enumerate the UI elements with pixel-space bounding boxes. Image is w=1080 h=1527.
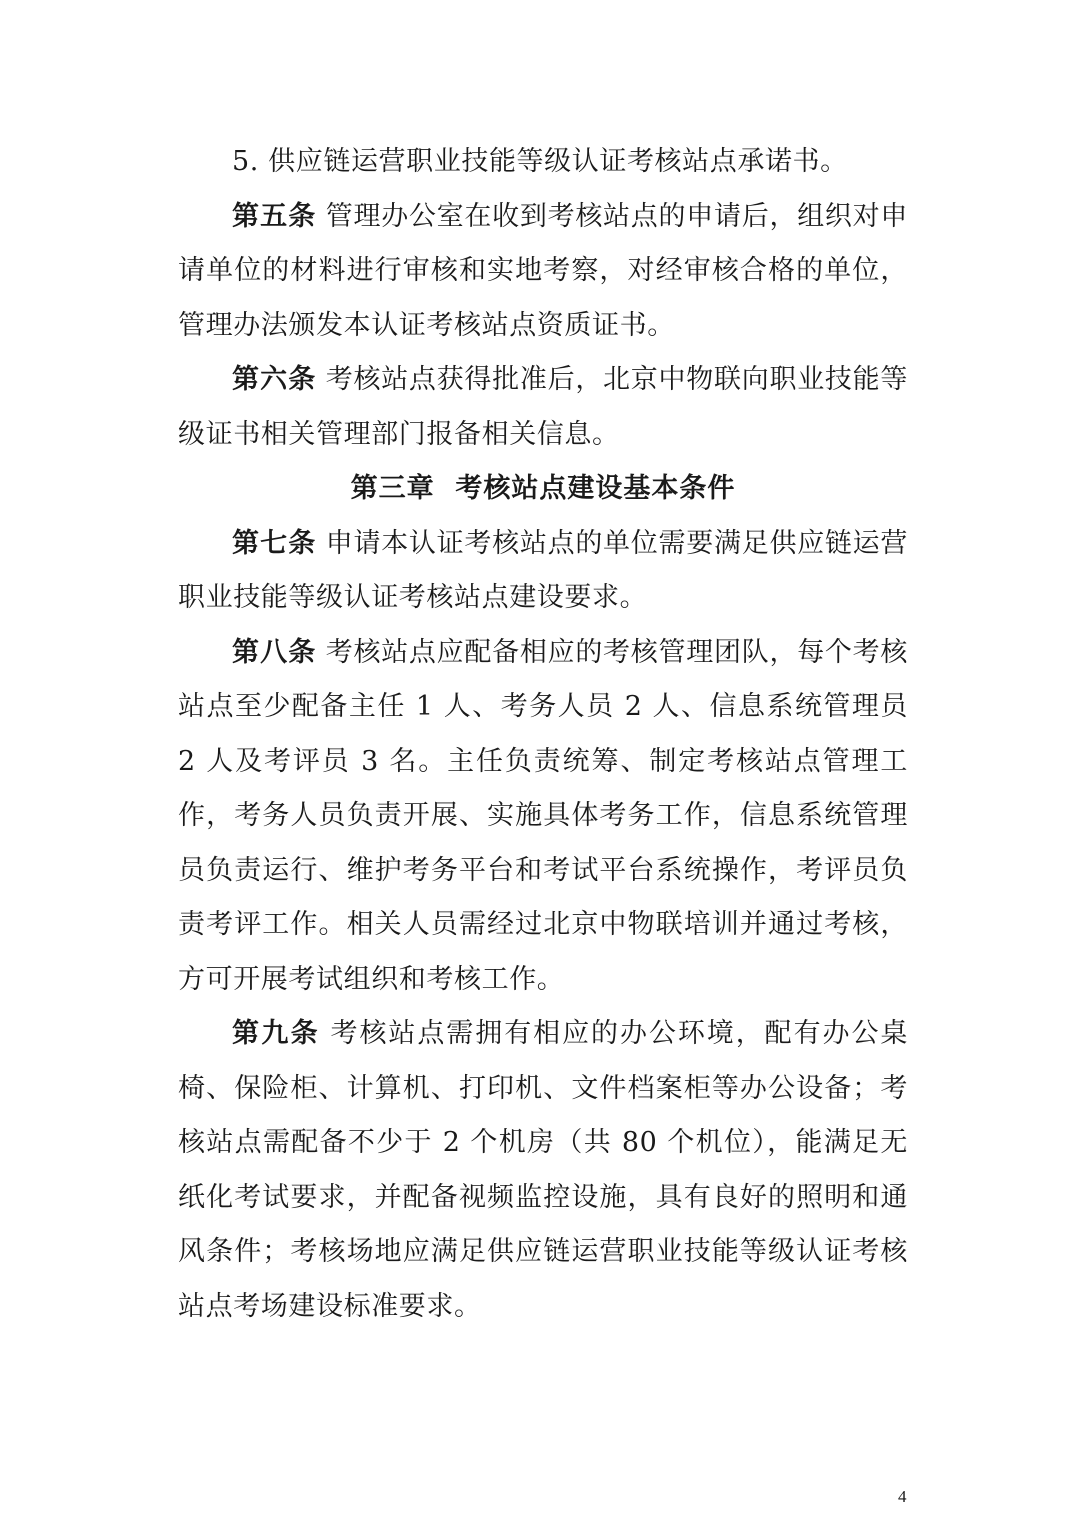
article-5 — [178, 190, 908, 354]
article-8-label: 第八条 — [232, 636, 317, 668]
article-7-text: 申请本认证考核站点的单位需要满足供应链运营职业技能等级认证考核站点建设要求。 — [178, 527, 908, 613]
article-6 — [178, 353, 908, 462]
article-5-label: 第五条 — [232, 200, 317, 232]
list-item-5: 5. 供应链运营职业技能等级认证考核站点承诺书。 — [232, 146, 848, 177]
article-5-text: 管理办公室在收到考核站点的申请后，组织对申请单位的材料进行审核和实地考察，对经审核合格的单位，管理办法颁发本认证考核站点资质证书。 — [178, 200, 908, 341]
article-9-text: 考核站点需拥有相应的办公环境，配有办公桌椅、保险柜、计算机、打印机、文件档案柜等办公设备；考核站点需配备不少于 2 个机房（共 80 个机位），能满足无纸化考试要求，并配备视频监控设施，具有良好的照明和通风条件；考核场地应满足供应链运营职业技能等级认证考核站点考场建设标准要求。 — [178, 1018, 909, 1322]
article-7-label: 第七条 — [232, 527, 317, 559]
article-6-text: 考核站点获得批准后，北京中物联向职业技能等级证书相关管理部门报备相关信息。 — [178, 364, 908, 450]
page-number: 4 — [898, 1487, 907, 1506]
article-8-text: 考核站点应配备相应的考核管理团队，每个考核站点至少配备主任 1 人、考务人员 2 人、信息系统管理员 2 人及考评员 3 名。主任负责统筹、制定考核站点管理工作，考务人员负责开展、实施具体考务工作，信息系统管理员负责运行、维护考务平台和考试平台系统操作，考评员负责考评工作。相关人员需经过北京中物联培训并通过考核，方可开展考试组织和考核工作。 — [178, 636, 908, 995]
article-6-label: 第六条 — [232, 364, 317, 395]
article-9 — [178, 1007, 908, 1334]
document-body — [178, 135, 908, 1334]
article-7 — [178, 517, 908, 626]
article-8 — [178, 626, 908, 1008]
article-9-label: 第九条 — [232, 1018, 321, 1049]
chapter-heading: 第三章 考核站点建设基本条件 — [350, 473, 736, 504]
